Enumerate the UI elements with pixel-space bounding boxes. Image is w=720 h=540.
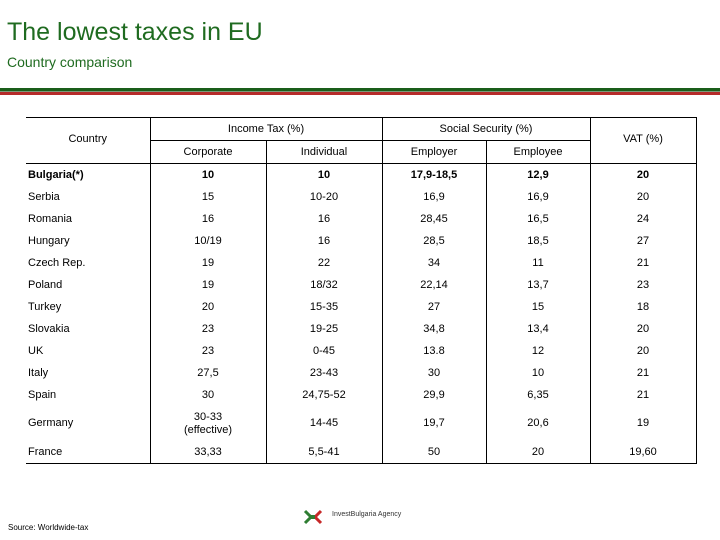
cell-individual: 10: [266, 164, 382, 187]
cell-individual: 14-45: [266, 406, 382, 441]
table-row: [26, 252, 696, 274]
cell-employee: 20: [486, 441, 590, 464]
cell-vat: 19: [590, 406, 696, 441]
table-row: [26, 274, 696, 296]
cell-corporate: 23: [150, 318, 266, 340]
cell-country: Hungary: [26, 230, 150, 252]
cell-country: Bulgaria(*): [26, 164, 150, 187]
cell-employer: 13.8: [382, 340, 486, 362]
invest-bulgaria-logo: [302, 507, 412, 527]
source-note: Source: Worldwide-tax: [8, 523, 89, 532]
table-row: [26, 296, 696, 318]
cell-corporate: 10: [150, 164, 266, 187]
cell-individual: 15-35: [266, 296, 382, 318]
header-employee: Employee: [486, 141, 590, 164]
cell-employer: 19,7: [382, 406, 486, 441]
cell-employer: 34: [382, 252, 486, 274]
cell-individual: 16: [266, 208, 382, 230]
cell-employee: 13,4: [486, 318, 590, 340]
header-income-tax: Income Tax (%): [150, 118, 382, 141]
cell-employee: 16,5: [486, 208, 590, 230]
cell-individual: 0-45: [266, 340, 382, 362]
cell-employee: 11: [486, 252, 590, 274]
cell-country: France: [26, 441, 150, 464]
table-row: [26, 340, 696, 362]
cell-employer: 17,9-18,5: [382, 164, 486, 187]
cell-corporate: 33,33: [150, 441, 266, 464]
cell-employee: 10: [486, 362, 590, 384]
cell-corporate: 19: [150, 274, 266, 296]
header-country: Country: [26, 118, 150, 164]
cell-vat: 27: [590, 230, 696, 252]
cell-corporate-value: 30-33: [193, 410, 223, 423]
table-row: [26, 230, 696, 252]
cell-vat: 19,60: [590, 441, 696, 464]
cell-vat: 21: [590, 252, 696, 274]
cell-individual: 16: [266, 230, 382, 252]
cell-country: Serbia: [26, 186, 150, 208]
logo-text: InvestBulgaria Agency: [332, 511, 402, 518]
cell-employee: 15: [486, 296, 590, 318]
cell-individual: 24,75-52: [266, 384, 382, 406]
header-social-security: Social Security (%): [382, 118, 590, 141]
page-title: The lowest taxes in EU: [7, 18, 263, 46]
cell-corporate: 27,5: [150, 362, 266, 384]
cell-vat: 21: [590, 362, 696, 384]
cell-corporate: 20: [150, 296, 266, 318]
cell-individual: 18/32: [266, 274, 382, 296]
table-row: [26, 164, 696, 187]
cell-employer: 16,9: [382, 186, 486, 208]
cell-employer: 22,14: [382, 274, 486, 296]
cell-employee: 20,6: [486, 406, 590, 441]
cell-country: Germany: [26, 406, 150, 441]
cell-employee: 6,35: [486, 384, 590, 406]
cell-vat: 24: [590, 208, 696, 230]
cell-country: Romania: [26, 208, 150, 230]
table-row: [26, 186, 696, 208]
table-row: [26, 441, 696, 464]
cell-employer: 34,8: [382, 318, 486, 340]
cell-employer: 28,45: [382, 208, 486, 230]
cell-corporate-note: (effective): [183, 423, 233, 436]
table-row: [26, 362, 696, 384]
header-individual: Individual: [266, 141, 382, 164]
cell-country: Spain: [26, 384, 150, 406]
table-row: [26, 384, 696, 406]
cell-country: Italy: [26, 362, 150, 384]
table-body: [26, 164, 696, 464]
table-row: [26, 208, 696, 230]
cell-corporate: 15: [150, 186, 266, 208]
table-row: [26, 318, 696, 340]
tax-comparison-table: [26, 117, 697, 464]
cell-corporate: 30: [150, 384, 266, 406]
cell-vat: 20: [590, 318, 696, 340]
cell-country: Slovakia: [26, 318, 150, 340]
cell-individual: 10-20: [266, 186, 382, 208]
cell-country: Poland: [26, 274, 150, 296]
cell-employer: 28,5: [382, 230, 486, 252]
cell-vat: 21: [590, 384, 696, 406]
cell-vat: 20: [590, 186, 696, 208]
cell-corporate: 19: [150, 252, 266, 274]
cell-individual: 23-43: [266, 362, 382, 384]
cell-employer: 29,9: [382, 384, 486, 406]
cell-country: Turkey: [26, 296, 150, 318]
cell-vat: 20: [590, 340, 696, 362]
cell-individual: 22: [266, 252, 382, 274]
cell-country: UK: [26, 340, 150, 362]
page-subtitle: Country comparison: [7, 54, 133, 70]
cell-employee: 16,9: [486, 186, 590, 208]
header-corporate: Corporate: [150, 141, 266, 164]
cell-vat: 20: [590, 164, 696, 187]
cell-individual: 19-25: [266, 318, 382, 340]
cell-employee: 18,5: [486, 230, 590, 252]
cell-corporate: [150, 406, 266, 441]
cell-employer: 30: [382, 362, 486, 384]
cell-vat: 23: [590, 274, 696, 296]
cell-employer: 27: [382, 296, 486, 318]
cell-employee: 13,7: [486, 274, 590, 296]
header-employer: Employer: [382, 141, 486, 164]
table-row: [26, 406, 696, 441]
cell-employee: 12,9: [486, 164, 590, 187]
title-divider: [0, 88, 720, 97]
cell-vat: 18: [590, 296, 696, 318]
cell-employee: 12: [486, 340, 590, 362]
cell-employer: 50: [382, 441, 486, 464]
header-vat: VAT (%): [590, 118, 696, 164]
logo-icon: [302, 507, 324, 527]
cell-individual: 5,5-41: [266, 441, 382, 464]
cell-corporate: 10/19: [150, 230, 266, 252]
cell-corporate: 16: [150, 208, 266, 230]
cell-corporate: 23: [150, 340, 266, 362]
cell-country: Czech Rep.: [26, 252, 150, 274]
